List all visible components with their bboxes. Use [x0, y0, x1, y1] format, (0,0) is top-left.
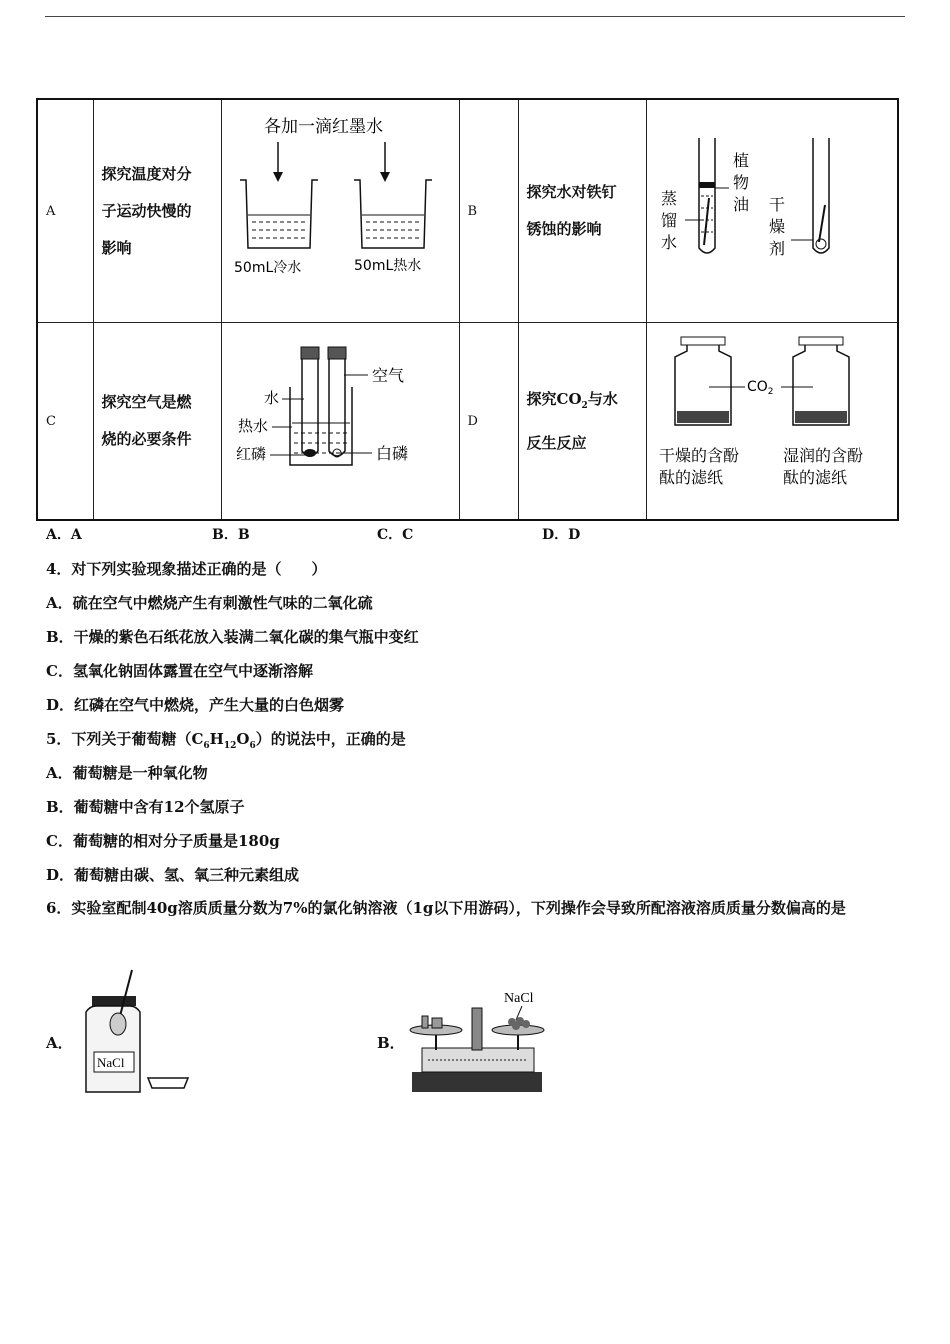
option-label-d: D — [459, 323, 518, 521]
svg-text:水: 水 — [263, 389, 279, 407]
svg-text:干燥的含酚: 干燥的含酚 — [658, 446, 739, 465]
q4-option-d[interactable]: D．红磷在空气中燃烧，产生大量的白色烟雾 — [46, 696, 345, 714]
test-tube-dry-icon — [813, 138, 829, 253]
beaker-cold-icon — [240, 180, 318, 248]
svg-text:干: 干 — [768, 195, 785, 214]
option-desc-c: 探究空气是燃 烧的必要条件 — [93, 323, 221, 521]
svg-text:油: 油 — [732, 195, 749, 214]
nail-tubes-figure — [646, 99, 898, 323]
svg-text:水: 水 — [660, 233, 677, 252]
header-rule — [45, 16, 905, 17]
option-desc-d: 探究$CO_2$与水 反生反应 — [518, 323, 646, 521]
svg-text:NaCl: NaCl — [97, 1055, 125, 1070]
q6-option-b[interactable]: B． — [377, 1034, 405, 1052]
svg-text:红磷: 红磷 — [235, 445, 266, 463]
q3-option-c[interactable]: C．C — [377, 527, 414, 543]
q3-option-a[interactable]: A．A — [46, 527, 82, 543]
svg-text:酞的滤纸: 酞的滤纸 — [782, 468, 847, 487]
bottle-dry-icon — [675, 337, 731, 425]
q5-option-a[interactable]: A．葡萄糖是一种氧化物 — [46, 764, 208, 782]
reagent-bottle-icon — [86, 996, 140, 1092]
option-desc-b: 探究水对铁钉 锈蚀的影响 — [518, 99, 646, 323]
bottle-wet-icon — [793, 337, 849, 425]
svg-text:物: 物 — [732, 173, 749, 192]
svg-text:植: 植 — [732, 151, 749, 170]
svg-text:酞的滤纸: 酞的滤纸 — [658, 468, 723, 487]
option-label-a: A — [37, 99, 93, 323]
table-row — [37, 323, 898, 521]
table-row — [37, 99, 898, 323]
q6-stem: 6．实验室配制40g溶质质量分数为7%的氯化钠溶液（1g以下用游码），下列操作会导致所配溶液溶质质量分数偏高的是 — [46, 899, 846, 917]
svg-text:馏: 馏 — [660, 211, 677, 230]
svg-text:空气: 空气 — [371, 366, 404, 385]
question3-table — [36, 98, 899, 521]
test-tube-water-icon — [699, 138, 715, 253]
option-desc-a: 探究温度对分 子运动快慢的 影响 — [93, 99, 221, 323]
svg-text:燥: 燥 — [768, 217, 785, 236]
q5-option-b[interactable]: B．葡萄糖中含有12个氢原子 — [46, 798, 245, 816]
beakers-figure — [221, 99, 459, 323]
svg-text:NaCl: NaCl — [504, 991, 534, 1006]
co2-bottles-figure — [646, 323, 898, 521]
svg-text:湿润的含酚: 湿润的含酚 — [782, 446, 863, 465]
q5-option-d[interactable]: D．葡萄糖由碳、氢、氧三种元素组成 — [46, 866, 300, 884]
option-label-b: B — [459, 99, 518, 323]
reagent-bottle-figure — [80, 966, 200, 1096]
q5-option-c[interactable]: C．葡萄糖的相对分子质量是180g — [46, 832, 280, 850]
balance-icon — [410, 1008, 544, 1092]
fig-a-hot: 50mL热水 — [353, 258, 421, 274]
beaker-hot-icon — [354, 180, 432, 248]
svg-text:CO2: $CO_2$ — [746, 379, 774, 397]
fig-a-title: 各加一滴红墨水 — [263, 117, 383, 137]
q4-option-b[interactable]: B．干燥的紫色石纸花放入装满二氧化碳的集气瓶中变红 — [46, 628, 419, 646]
svg-text:热水: 热水 — [237, 417, 268, 435]
tube-right-icon — [328, 347, 346, 457]
q6-option-a[interactable]: A． — [46, 1034, 73, 1052]
q4-option-c[interactable]: C．氢氧化钠固体露置在空气中逐渐溶解 — [46, 662, 313, 680]
q4-stem: 4．对下列实验现象描述正确的是（ ） — [46, 560, 327, 578]
svg-text:剂: 剂 — [768, 239, 785, 258]
fig-a-cold: 50mL冷水 — [233, 260, 301, 276]
balance-figure — [408, 984, 553, 1096]
q4-option-a[interactable]: A．硫在空气中燃烧产生有刺激性气味的二氧化硫 — [46, 594, 373, 612]
svg-text:蒸: 蒸 — [660, 189, 677, 208]
q3-option-d[interactable]: D．D — [542, 527, 581, 543]
dish-icon — [148, 1078, 188, 1088]
phosphorus-figure — [221, 323, 459, 521]
q3-option-b[interactable]: B．B — [212, 527, 250, 543]
svg-text:白磷: 白磷 — [375, 444, 408, 463]
tube-left-icon — [301, 347, 319, 457]
option-label-c: C — [37, 323, 93, 521]
q5-stem: 5．下列关于葡萄糖$(C_6H_{12}O_6)$的说法中，正确的是 — [46, 730, 406, 751]
